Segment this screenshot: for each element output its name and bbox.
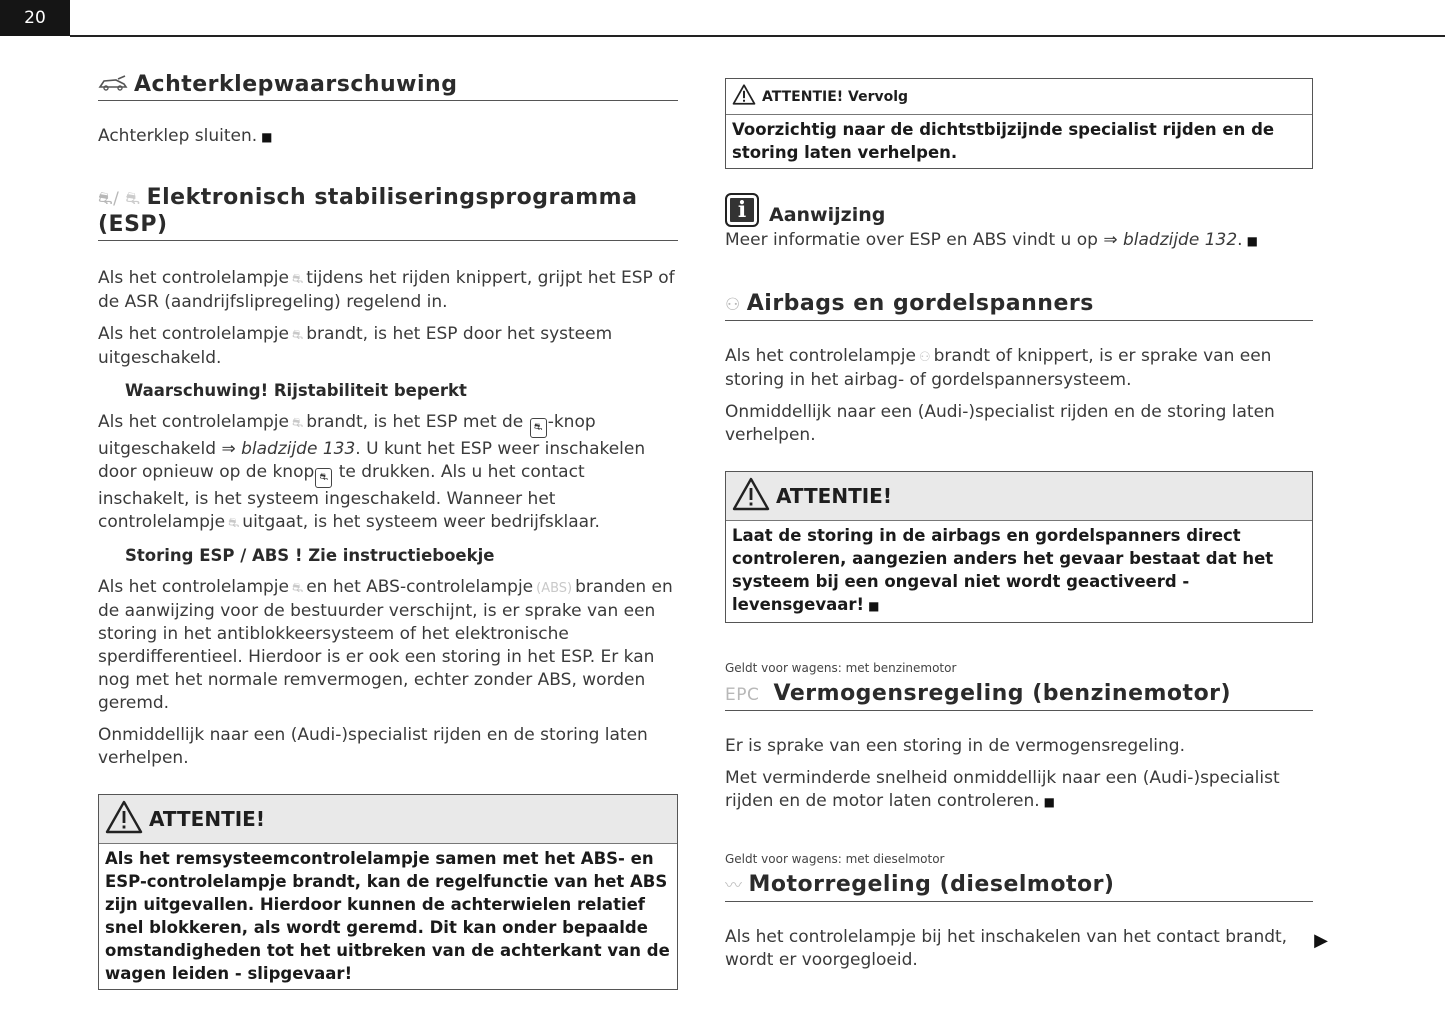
power-paragraph-2: Met verminderde snelheid onmiddellijk naar een (Audi-)specialist rijden en de motor laten controleren. ■ (725, 768, 1280, 811)
warning-header: ATTENTIE! (726, 472, 1312, 521)
glow-plug-icon: 〰 (725, 876, 743, 896)
esp-off-lamp-icon: ⛐ (228, 516, 240, 531)
engine-paragraph-1: Als het controlelampje bij het inschakelen van het contact brandt, wordt er voorgegloeid. (725, 927, 1288, 970)
warning-box-airbags (725, 471, 1313, 623)
page-reference[interactable]: bladzijde 133 (241, 439, 356, 459)
page-reference[interactable]: bladzijde 132 (1122, 230, 1238, 250)
note-title: Aanwijzing (769, 204, 886, 226)
title-text: Achterklepwaarschuwing (134, 72, 458, 97)
esp-lamp-icon: ⛐ (291, 328, 304, 343)
airbag-lamp-icon: ⚇ (725, 295, 741, 315)
esp-paragraph-1: Als het controlelampje ⛐ tijdens het rijden knippert, grijpt het ESP of de ASR (aandrijfslipregeling) regelend in. (98, 268, 675, 312)
esp-paragraph-5: Onmiddellijk naar een (Audi-)specialist rijden en de storing laten verhelpen. (98, 725, 648, 768)
section-title-engine-control: 〰 Motorregeling (dieselmotor) (725, 872, 1313, 902)
esp-paragraph-4: Als het controlelampje ⛐ en het ABS-controlelampje (ABS) branden en de aanwijzing voor de bestuurder verschijnt, is er sprake van een storing in het antiblokkeersysteem of het elektronische sperdifferentieel. Hierdoor is er ook een storing in het ESP. Er kan nog met het normale remvermogen, echter zonder ABS, worden geremd. (98, 577, 673, 713)
warning-header: ATTENTIE! Vervolg (726, 79, 1312, 115)
continue-arrow-icon: ▶ (1314, 930, 1328, 951)
esp-lamp-icon: ⛐ (291, 581, 304, 596)
esp-lamp-icon: ⛐/ (98, 189, 120, 209)
section-title-esp: ⛐/ ⛐ Elektronisch stabiliseringsprogramma (ESP) (98, 185, 678, 241)
note-text: Meer informatie over ESP en ABS vindt u op ⇒ bladzijde 132. ■ (725, 230, 1258, 250)
warning-header: ATTENTIE! (99, 795, 677, 844)
section-title-airbags: ⚇ Airbags en gordelspanners (725, 291, 1313, 321)
info-icon: i (725, 193, 759, 227)
warning-body: Als het remsysteemcontrolelampje samen met het ABS- en ESP-controlelampje brandt, kan de regelfunctie van het ABS zijn uitgevallen. Hierdoor kunnen de achterwielen relatief snel blokkeren, als wordt geremd. Dit kan onder bepaalde omstandigheden tot het uitbreken van de achterkant van de wagen leiden - slipgevaar! (105, 849, 670, 983)
esp-paragraph-2: Als het controlelampje ⛐ brandt, is het ESP door het systeem uitgeschakeld. (98, 324, 613, 368)
left-column (98, 70, 678, 990)
warning-box-continued (725, 78, 1313, 169)
esp-button-icon: ⛐ (530, 418, 547, 438)
car-trunk-icon (98, 72, 128, 98)
applies-to-petrol: Geldt voor wagens: met benzinemotor (725, 661, 957, 675)
warning-body: Voorzichtig naar de dichtstbijzijnde specialist rijden en de storing laten verhelpen. (732, 120, 1275, 162)
esp-paragraph-3: Als het controlelampje ⛐ brandt, is het ESP met de ⛐ -knop uitgeschakeld ⇒ bladzijde 133. U kunt het ESP weer inschakelen door opnieuw op de knop ⛐ te drukken. Als u het contact inschakelt, is het systeem ingeschakeld. Wanneer het controlelampje ⛐ uitgaat, is het systeem weer bedrijfsklaar. (98, 412, 646, 532)
subheading-storing: Storing ESP / ABS ! Zie instructieboekje (125, 546, 495, 565)
applies-to-diesel: Geldt voor wagens: met dieselmotor (725, 852, 945, 866)
note-header (725, 193, 1313, 227)
airbag-lamp-icon: ⚇ (918, 350, 931, 365)
airbag-paragraph-2: Onmiddellijk naar een (Audi-)specialist rijden en de storing laten verhelpen. (725, 402, 1275, 445)
warning-triangle-icon (732, 477, 770, 516)
power-paragraph-1: Er is sprake van een storing in de vermogensregeling. (725, 736, 1185, 756)
warning-triangle-icon (105, 800, 143, 839)
subheading-stability: Waarschuwing! Rijstabiliteit beperkt (125, 381, 467, 400)
epc-lamp-icon: EPC (725, 685, 760, 705)
esp-off-lamp-icon: ⛐ (125, 189, 141, 209)
section-title-power-control: EPC Vermogensregeling (benzinemotor) (725, 681, 1313, 711)
warning-triangle-icon (732, 84, 756, 109)
tailgate-text: Achterklep sluiten. ■ (98, 126, 273, 146)
page-number: 20 (0, 0, 70, 36)
airbag-paragraph-1: Als het controlelampje ⚇ brandt of knippert, is er sprake van een storing in het airbag- of gordelspannersysteem. (725, 346, 1272, 390)
abs-lamp-icon: (ABS) (536, 581, 573, 596)
header-rule (70, 35, 1445, 37)
esp-button-icon: ⛐ (315, 468, 332, 488)
warning-body: Laat de storing in de airbags en gordelspanners direct controleren, aangezien anders het gevaar bestaat dat het systeem bij een ongeval niet wordt geactiveerd - levensgevaar! ■ (732, 526, 1274, 614)
esp-lamp-icon: ⛐ (291, 272, 304, 287)
esp-off-lamp-icon: ⛐ (291, 416, 304, 431)
warning-box-brakes (98, 794, 678, 990)
section-title-tailgate (98, 72, 678, 101)
right-column (725, 78, 1313, 972)
